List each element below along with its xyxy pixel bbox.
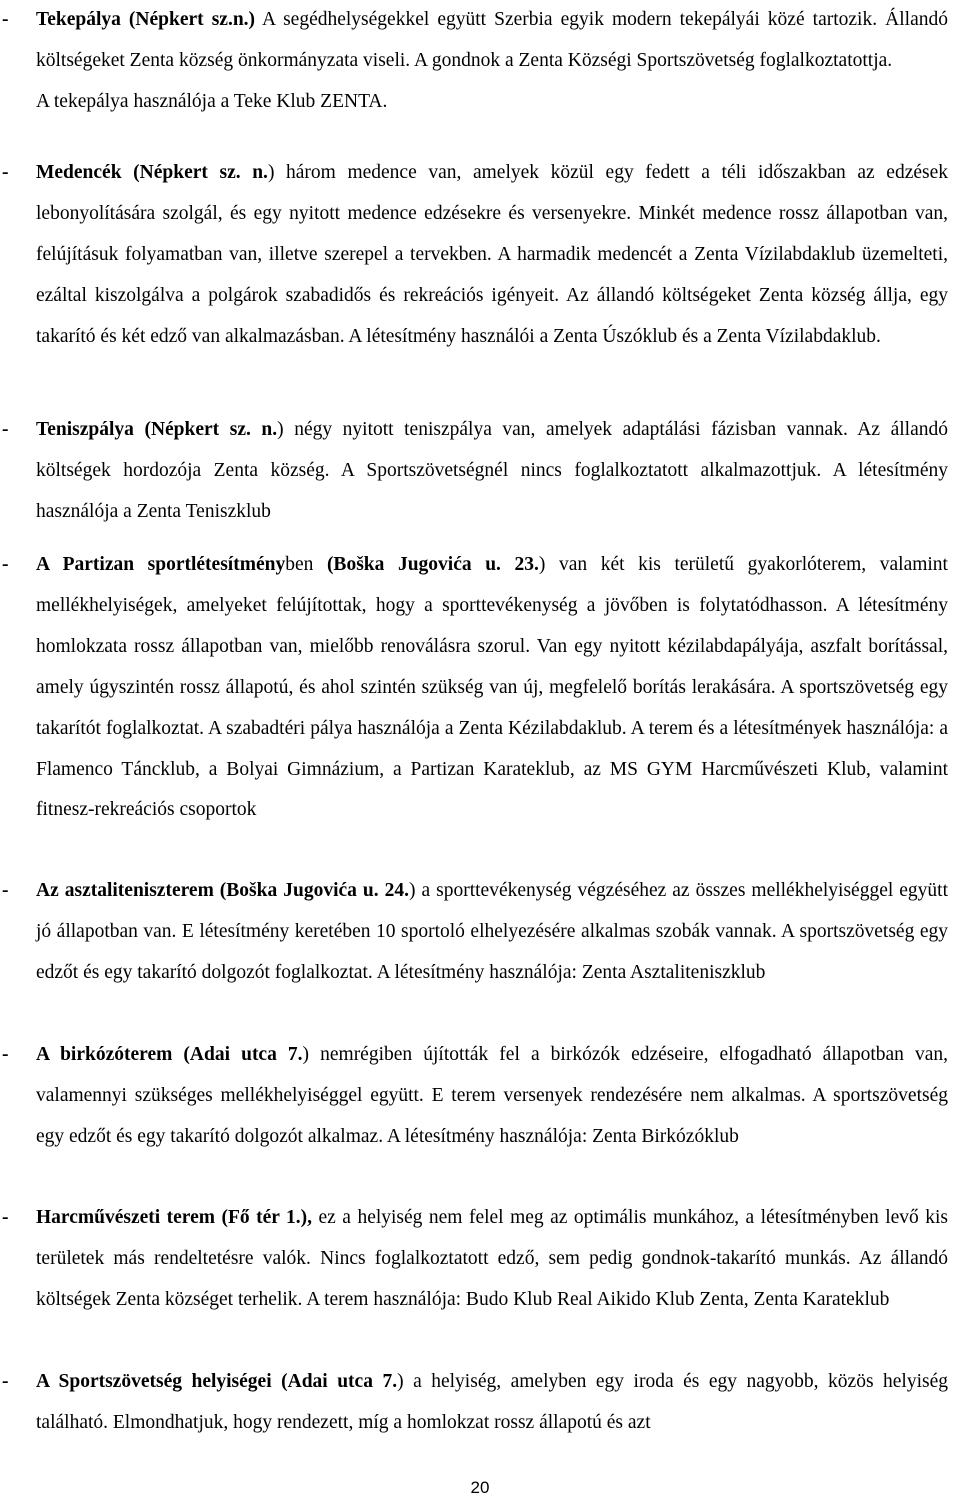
list-item-harcmuveszeti (0, 1198, 954, 1321)
list-item-sportszovetseg (0, 1362, 954, 1444)
facility-name: Az asztaliteniszterem (Boška Jugovića u. 24. (36, 880, 409, 901)
list-item-teniszpalya (0, 410, 954, 533)
facility-description: A segédhelységekkel együtt Szerbia egyik modern tekepályái közé tartozik. Állandó költségeket Zenta község önkormányzata viseli. A gondnok a Zenta Községi Sportszövetség foglalkoztatottja. (36, 9, 948, 71)
bullet-dash: - (2, 1371, 9, 1392)
list-item-tekepalya (0, 0, 954, 123)
page-number: 20 (470, 1478, 490, 1497)
facility-name-suffix: ben (285, 554, 314, 575)
list-item-text (0, 1035, 954, 1158)
list-item-text (0, 1198, 954, 1321)
list-item-birkozoterem (0, 1035, 954, 1158)
facility-name: Medencék (Népkert sz. n. (36, 162, 268, 183)
list-item-text (0, 0, 954, 82)
facility-name: Harcművészeti terem (Fő tér 1.), (36, 1207, 313, 1228)
bullet-dash: - (2, 554, 9, 575)
list-item-text (0, 1362, 954, 1444)
list-item-text (0, 545, 954, 831)
facility-description: ) négy nyitott teniszpálya van, amelyek adaptálási fázisban vannak. Az állandó költségek hordozója Zenta község. A Sportszövetségnél nincs foglalkoztatott alkalmazottjuk. A létesítmény használója a Zenta Teniszklub (36, 419, 948, 522)
facility-description: ) a sporttevékenység végzéséhez az összes mellékhelyiséggel együtt jó állapotban van. E létesítmény keretében 10 sportoló elhelyezésére alkalmas szobák vannak. A sportszövetség egy edzőt és egy takarító dolgozót foglalkoztat. A létesítmény használója: Zenta Asztaliteniszklub (36, 880, 949, 983)
list-item-text (0, 871, 954, 994)
list-item-medencek (0, 153, 954, 358)
facility-description: ez a helyiség nem felel meg az optimális munkához, a létesítményben levő kis területek más rendeltetésre valók. Nincs foglalkoztatott edző, sem pedig gondnok-takarító munkás. Az állandó költségek Zenta községet terhelik. A terem használója: Budo Klub Real Aikido Klub Zenta, Zenta Karateklub (36, 1207, 948, 1310)
bullet-dash: - (2, 880, 9, 901)
facility-users: A tekepálya használója a Teke Klub ZENTA. (36, 90, 388, 112)
list-item-text (0, 410, 954, 533)
bullet-dash: - (2, 1207, 9, 1228)
bullet-dash: - (2, 162, 9, 183)
facility-description: ) a helyiség, amelyben egy iroda és egy nagyobb, közös helyiség található. Elmondhatjuk, hogy rendezett, míg a homlokzat rossz állapotú és azt (36, 1371, 949, 1433)
facility-name: A Partizan sportlétesítmény (36, 554, 286, 575)
list-item-partizan (0, 545, 954, 831)
list-item-text (0, 153, 954, 358)
facility-name: A Sportszövetség helyiségei (Adai utca 7. (36, 1371, 398, 1392)
facility-description: ) van két kis területű gyakorlóterem, valamint mellékhelyiségek, amelyeket felújítottak, hogy a sporttevékenység a jövőben is folytatódhasson. A létesítmény homlokzata rossz állapotban van, mielőbb renoválásra szorul. Van egy nyitott kézilabdapályája, aszfalt borítással, amely úgyszintén rossz állapotú, és ahol szintén szükség van új, megfelelő borítás lerakására. A sportszövetség egy takarítót foglalkoztat. A szabadtéri pálya használója a Zenta Kézilabdaklub. A terem és a létesítmények használója: a Flamenco Táncklub, a Bolyai Gimnázium, a Partizan Karateklub, az MS GYM Harcművészeti Klub, valamint fitnesz-rekreációs csoportok (36, 554, 948, 821)
facility-address: (Boška Jugovića u. 23. (313, 554, 539, 575)
facility-name: A birkózóterem (Adai utca 7. (36, 1044, 303, 1065)
bullet-dash: - (2, 419, 9, 440)
bullet-dash: - (2, 9, 9, 30)
facility-description: ) nemrégiben újították fel a birkózók edzéseire, elfogadható állapotban van, valamennyi szükséges mellékhelyiséggel együtt. E terem versenyek rendezésére nem alkalmas. A sportszövetség egy edzőt és egy takarító dolgozót alkalmaz. A létesítmény használója: Zenta Birkózóklub (36, 1044, 949, 1147)
facility-name: Teniszpálya (Népkert sz. n. (36, 419, 278, 440)
bullet-dash: - (2, 1044, 9, 1065)
facility-name: Tekepálya (Népkert sz.n.) (36, 9, 256, 30)
facility-description: ) három medence van, amelyek közül egy fedett a téli időszakban az edzések lebonyolítására szolgál, és egy nyitott medence edzésekre és versenyekre. Minkét medence rossz állapotban van, felújításuk folyamatban van, illetve szerepel a tervekben. A harmadik medencét a Zenta Vízilabdaklub üzemelteti, ezáltal kiszolgálva a polgárok szabadidős és rekreációs igényeit. Az állandó költségeket Zenta község állja, egy takarító és két edző van alkalmazásban. A létesítmény használói a Zenta Úszóklub és a Zenta Vízilabdaklub. (36, 162, 948, 347)
list-item-asztalitenisz (0, 871, 954, 994)
